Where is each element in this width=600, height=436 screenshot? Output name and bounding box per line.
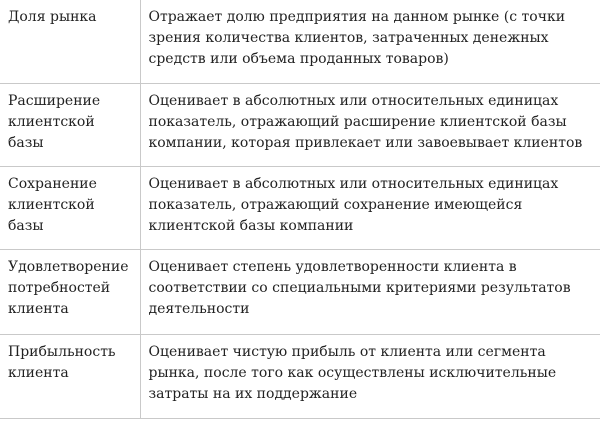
term-cell [0,334,140,418]
description-text: зрения количества клиентов, затраченных денежных [148,30,549,46]
term-text: Сохранение [8,175,97,192]
term-text: Доля рынка [8,9,97,25]
description-text: компании, которая привлекает или завоевывает клиентов [148,134,583,151]
term-text: базы [8,134,44,151]
description-text: Оценивает в абсолютных или относительных единицах [148,92,559,109]
table-row [0,83,600,166]
description-text: средств или объема проданных товаров) [148,51,449,67]
description-text: показатель, отражающий сохранение имеющейся [148,196,523,213]
description-text: рынка, после того как осуществлены исключительные [148,364,557,381]
term-cell [0,0,140,83]
table-row [0,166,600,249]
term-text: клиента [8,300,69,317]
term-text: Удовлетворение [8,258,129,275]
description-cell [140,249,600,334]
term-text: Прибыльность [8,343,116,360]
description-cell [140,0,600,83]
term-text: клиентской [8,113,95,130]
description-text: Оценивает степень удовлетворенности клиента в [148,258,517,275]
description-cell [140,334,600,418]
term-text: Расширение [8,92,101,109]
description-text: Отражает долю предприятия на данном рынке (с точки [148,9,566,25]
term-text: базы [8,217,44,234]
description-text: Оценивает в абсолютных или относительных единицах [148,175,559,192]
description-text: показатель, отражающий расширение клиентской базы [148,113,567,130]
description-text: клиентской базы компании [148,217,354,234]
description-text: Оценивает чистую прибыль от клиента или сегмента [148,343,546,360]
term-text: потребностей [8,279,111,296]
table-row [0,0,600,83]
description-text: деятельности [148,300,250,317]
description-text: соответствии со специальными критериями результатов [148,279,571,296]
table-row [0,249,600,334]
term-cell [0,166,140,249]
term-cell [0,249,140,334]
description-cell [140,166,600,249]
term-text: клиента [8,364,69,381]
table-row [0,334,600,418]
term-cell [0,83,140,166]
term-text: клиентской [8,196,95,213]
description-text: затраты на их поддержание [148,385,358,402]
description-cell [140,83,600,166]
